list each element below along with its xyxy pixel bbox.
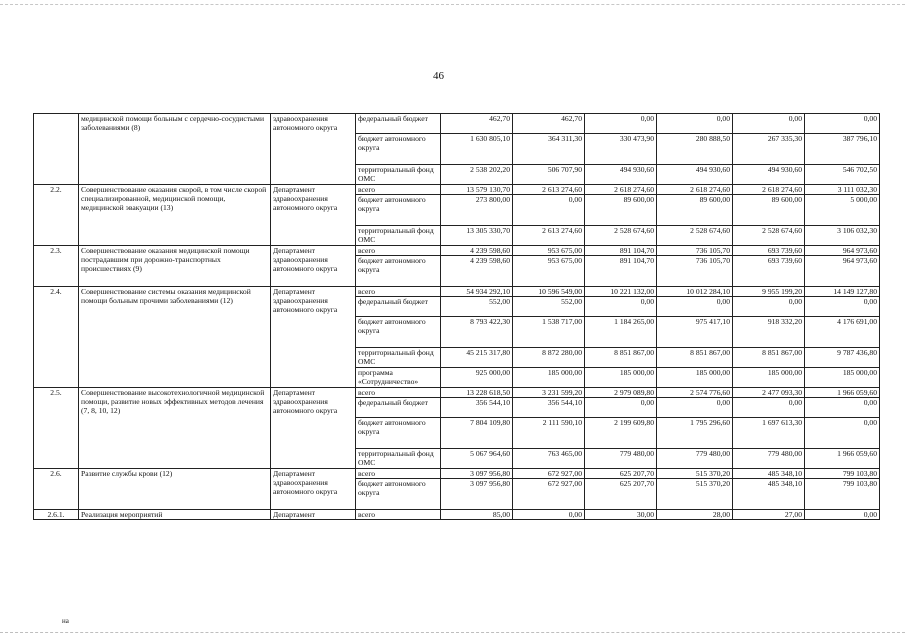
amount-year: 462,70 xyxy=(513,114,585,134)
amount-year: 5 000,00 xyxy=(805,195,880,226)
amount-year: 2 199 609,80 xyxy=(585,418,657,449)
amount-year: 0,00 xyxy=(805,114,880,134)
amount-total: 925 000,00 xyxy=(441,368,513,388)
amount-year: 10 012 284,10 xyxy=(657,287,733,297)
amount-year: 0,00 xyxy=(805,418,880,449)
amount-year: 964 973,60 xyxy=(805,246,880,256)
amount-total: 13 579 130,70 xyxy=(441,185,513,195)
amount-year: 2 979 089,80 xyxy=(585,388,657,398)
amount-year: 3 106 032,30 xyxy=(805,226,880,246)
amount-year: 1 184 265,00 xyxy=(585,317,657,348)
amount-year: 625 207,70 xyxy=(585,469,657,479)
funding-source: бюджет автономного округа xyxy=(356,317,441,348)
amount-year: 485 348,10 xyxy=(733,469,805,479)
row-number xyxy=(34,114,79,185)
amount-year: 2 618 274,60 xyxy=(657,185,733,195)
amount-year: 8 851 867,00 xyxy=(733,348,805,368)
row-number: 2.6. xyxy=(34,469,79,510)
amount-year: 506 707,90 xyxy=(513,165,585,185)
amount-year: 89 600,00 xyxy=(585,195,657,226)
executor: Департамент здравоохранения автономного округа xyxy=(271,388,356,469)
table-row xyxy=(34,469,880,479)
amount-year: 799 103,80 xyxy=(805,479,880,510)
amount-year: 2 528 674,60 xyxy=(657,226,733,246)
amount-year: 30,00 xyxy=(585,510,657,520)
funding-source: бюджет автономного округа xyxy=(356,134,441,165)
amount-year: 0,00 xyxy=(585,297,657,317)
funding-source: всего xyxy=(356,185,441,195)
row-number: 2.2. xyxy=(34,185,79,246)
amount-total: 3 097 956,80 xyxy=(441,469,513,479)
amount-year: 9 787 436,80 xyxy=(805,348,880,368)
amount-year: 2 613 274,60 xyxy=(513,185,585,195)
amount-total: 273 800,00 xyxy=(441,195,513,226)
amount-year: 0,00 xyxy=(733,297,805,317)
amount-year: 0,00 xyxy=(585,114,657,134)
amount-year: 546 702,50 xyxy=(805,165,880,185)
amount-year: 693 739,60 xyxy=(733,256,805,287)
amount-year: 0,00 xyxy=(733,114,805,134)
table-row xyxy=(34,388,880,398)
amount-year: 3 231 599,20 xyxy=(513,388,585,398)
amount-year: 891 104,70 xyxy=(585,256,657,287)
amount-year: 672 927,00 xyxy=(513,469,585,479)
amount-year: 89 600,00 xyxy=(657,195,733,226)
amount-year: 891 104,70 xyxy=(585,246,657,256)
funding-source: всего xyxy=(356,246,441,256)
amount-total: 13 305 330,70 xyxy=(441,226,513,246)
amount-year: 515 370,20 xyxy=(657,469,733,479)
amount-year: 1 697 613,30 xyxy=(733,418,805,449)
funding-source: всего xyxy=(356,469,441,479)
scan-artifact-bottom xyxy=(0,632,905,636)
amount-year: 736 105,70 xyxy=(657,256,733,287)
funding-source: всего xyxy=(356,287,441,297)
amount-year: 0,00 xyxy=(805,510,880,520)
amount-year: 0,00 xyxy=(657,297,733,317)
amount-year: 8 851 867,00 xyxy=(657,348,733,368)
amount-total: 1 630 805,10 xyxy=(441,134,513,165)
row-number: 2.4. xyxy=(34,287,79,388)
amount-total: 45 215 317,80 xyxy=(441,348,513,368)
amount-year: 964 973,60 xyxy=(805,256,880,287)
amount-total: 3 097 956,80 xyxy=(441,479,513,510)
amount-total: 4 239 598,60 xyxy=(441,256,513,287)
table-row xyxy=(34,246,880,256)
amount-year: 8 851 867,00 xyxy=(585,348,657,368)
amount-year: 0,00 xyxy=(585,398,657,418)
amount-year: 2 618 274,60 xyxy=(585,185,657,195)
amount-year: 28,00 xyxy=(657,510,733,520)
amount-year: 0,00 xyxy=(657,114,733,134)
amount-year: 494 930,60 xyxy=(585,165,657,185)
amount-year: 2 528 674,60 xyxy=(733,226,805,246)
measure-name: медицинской помощи больным с сердечно-сосудистыми заболеваниями (8) xyxy=(79,114,271,185)
amount-year: 693 739,60 xyxy=(733,246,805,256)
row-number: 2.6.1. xyxy=(34,510,79,520)
amount-year: 485 348,10 xyxy=(733,479,805,510)
amount-year: 2 111 590,10 xyxy=(513,418,585,449)
funding-source: федеральный бюджет xyxy=(356,114,441,134)
amount-total: 356 544,10 xyxy=(441,398,513,418)
scan-artifact-top xyxy=(0,4,905,9)
amount-total: 552,00 xyxy=(441,297,513,317)
amount-year: 494 930,60 xyxy=(657,165,733,185)
funding-source: федеральный бюджет xyxy=(356,297,441,317)
funding-source: программа «Сотрудничество» xyxy=(356,368,441,388)
amount-year: 1 966 059,60 xyxy=(805,388,880,398)
amount-year: 9 955 199,20 xyxy=(733,287,805,297)
amount-total: 85,00 xyxy=(441,510,513,520)
measure-name: Совершенствование системы оказания медицинской помощи больным прочими заболеваниями (12) xyxy=(79,287,271,388)
amount-year: 280 888,50 xyxy=(657,134,733,165)
executor: Департамент здравоохранения автономного округа xyxy=(271,469,356,510)
amount-year: 953 675,00 xyxy=(513,256,585,287)
amount-year: 27,00 xyxy=(733,510,805,520)
amount-year: 10 221 132,00 xyxy=(585,287,657,297)
amount-year: 330 473,90 xyxy=(585,134,657,165)
funding-source: бюджет автономного округа xyxy=(356,256,441,287)
measure-name: Реализация мероприятий xyxy=(79,510,271,520)
amount-year: 494 930,60 xyxy=(733,165,805,185)
amount-year: 364 311,30 xyxy=(513,134,585,165)
amount-year: 356 544,10 xyxy=(513,398,585,418)
amount-year: 267 335,30 xyxy=(733,134,805,165)
amount-year: 0,00 xyxy=(657,398,733,418)
funding-source: территориальный фонд ОМС xyxy=(356,348,441,368)
amount-year: 185 000,00 xyxy=(513,368,585,388)
amount-year: 763 465,00 xyxy=(513,449,585,469)
funding-source: территориальный фонд ОМС xyxy=(356,226,441,246)
row-number: 2.3. xyxy=(34,246,79,287)
amount-year: 779 480,00 xyxy=(733,449,805,469)
amount-total: 54 934 292,10 xyxy=(441,287,513,297)
amount-year: 779 480,00 xyxy=(585,449,657,469)
measure-name: Совершенствование оказания медицинской помощи пострадавшим при дорожно-транспортных происшествиях (9) xyxy=(79,246,271,287)
measure-name: Совершенствование высокотехнологичной медицинской помощи, развитие новых эффективных методов лечения (7, 8, 10, 12) xyxy=(79,388,271,469)
table-body xyxy=(34,114,880,520)
amount-year: 0,00 xyxy=(733,398,805,418)
amount-year: 185 000,00 xyxy=(733,368,805,388)
amount-total: 7 804 109,80 xyxy=(441,418,513,449)
table-row xyxy=(34,185,880,195)
amount-year: 185 000,00 xyxy=(805,368,880,388)
amount-year: 4 176 691,00 xyxy=(805,317,880,348)
amount-total: 4 239 598,60 xyxy=(441,246,513,256)
amount-year: 185 000,00 xyxy=(585,368,657,388)
executor: Департамент xyxy=(271,510,356,520)
amount-year: 799 103,80 xyxy=(805,469,880,479)
amount-year: 2 477 093,30 xyxy=(733,388,805,398)
amount-total: 8 793 422,30 xyxy=(441,317,513,348)
amount-year: 672 927,00 xyxy=(513,479,585,510)
table-row xyxy=(34,287,880,297)
executor: Департамент здравоохранения автономного округа xyxy=(271,246,356,287)
amount-year: 0,00 xyxy=(513,195,585,226)
amount-year: 1 966 059,60 xyxy=(805,449,880,469)
amount-year: 1 795 296,60 xyxy=(657,418,733,449)
amount-total: 5 067 964,60 xyxy=(441,449,513,469)
table-row xyxy=(34,510,880,520)
funding-source: бюджет автономного округа xyxy=(356,195,441,226)
amount-year: 0,00 xyxy=(805,297,880,317)
measure-name: Совершенствование оказания скорой, в том числе скорой специализированной, медицинской помощи, медицинской эвакуации (13) xyxy=(79,185,271,246)
amount-total: 462,70 xyxy=(441,114,513,134)
amount-year: 736 105,70 xyxy=(657,246,733,256)
amount-year: 625 207,70 xyxy=(585,479,657,510)
amount-year: 14 149 127,80 xyxy=(805,287,880,297)
amount-year: 10 596 549,00 xyxy=(513,287,585,297)
amount-year: 975 417,10 xyxy=(657,317,733,348)
amount-year: 387 796,10 xyxy=(805,134,880,165)
page-number: 46 xyxy=(433,70,444,82)
amount-year: 2 618 274,60 xyxy=(733,185,805,195)
amount-year: 185 000,00 xyxy=(657,368,733,388)
amount-year: 2 528 674,60 xyxy=(585,226,657,246)
funding-source: всего xyxy=(356,510,441,520)
measure-name: Развитие службы крови (12) xyxy=(79,469,271,510)
amount-year: 2 574 776,60 xyxy=(657,388,733,398)
amount-year: 779 480,00 xyxy=(657,449,733,469)
amount-year: 89 600,00 xyxy=(733,195,805,226)
executor: здравоохранения автономного округа xyxy=(271,114,356,185)
amount-total: 2 538 202,20 xyxy=(441,165,513,185)
program-table xyxy=(33,113,880,520)
amount-year: 918 332,20 xyxy=(733,317,805,348)
amount-total: 13 228 618,50 xyxy=(441,388,513,398)
funding-source: федеральный бюджет xyxy=(356,398,441,418)
funding-source: территориальный фонд ОМС xyxy=(356,165,441,185)
amount-year: 515 370,20 xyxy=(657,479,733,510)
funding-source: территориальный фонд ОМС xyxy=(356,449,441,469)
amount-year: 953 675,00 xyxy=(513,246,585,256)
funding-source: бюджет автономного округа xyxy=(356,418,441,449)
amount-year: 3 111 032,30 xyxy=(805,185,880,195)
executor: Департамент здравоохранения автономного округа xyxy=(271,287,356,388)
funding-source: всего xyxy=(356,388,441,398)
amount-year: 0,00 xyxy=(513,510,585,520)
funding-source: бюджет автономного округа xyxy=(356,479,441,510)
executor: Департамент здравоохранения автономного округа xyxy=(271,185,356,246)
row-number: 2.5. xyxy=(34,388,79,469)
amount-year: 552,00 xyxy=(513,297,585,317)
amount-year: 1 538 717,00 xyxy=(513,317,585,348)
footer-mark: на xyxy=(62,617,69,625)
amount-year: 2 613 274,60 xyxy=(513,226,585,246)
amount-year: 0,00 xyxy=(805,398,880,418)
table-row xyxy=(34,114,880,134)
amount-year: 8 872 280,00 xyxy=(513,348,585,368)
